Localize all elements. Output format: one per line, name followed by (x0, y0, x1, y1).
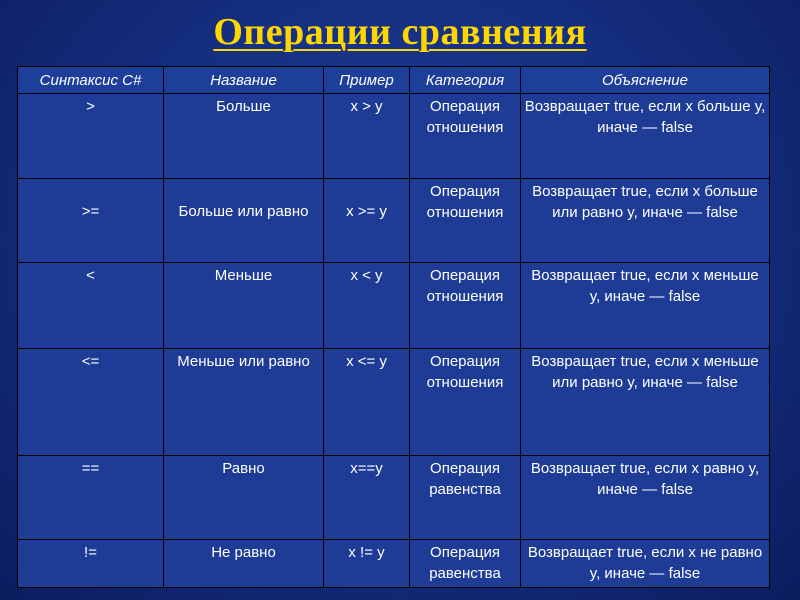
cell-category: Операция равенства (410, 540, 521, 588)
cell-syntax: == (18, 456, 164, 540)
table-row (18, 540, 770, 588)
cell-explanation: Возвращает true, если x больше y, иначе — false (521, 94, 770, 179)
cell-name: Больше (164, 94, 324, 179)
cell-example: x <= y (324, 349, 410, 456)
header-example: Пример (324, 67, 410, 94)
cell-name: Меньше или равно (164, 349, 324, 456)
slide-title: Операции сравнения (213, 11, 587, 53)
header-category: Категория (410, 67, 521, 94)
header-explanation: Объяснение (521, 67, 770, 94)
cell-category: Операция отношения (410, 94, 521, 179)
cell-explanation: Возвращает true, если x меньше или равно y, иначе — false (521, 349, 770, 456)
cell-example: x > y (324, 94, 410, 179)
cell-name: Больше или равно (164, 179, 324, 263)
table-row (18, 263, 770, 349)
cell-example: x >= y (324, 179, 410, 263)
cell-explanation: Возвращает true, если x не равно y, иначе — false (521, 540, 770, 588)
cell-syntax: <= (18, 349, 164, 456)
cell-name: Не равно (164, 540, 324, 588)
table-header-row (18, 67, 770, 94)
table-row (18, 94, 770, 179)
table-row (18, 179, 770, 263)
cell-example: x < y (324, 263, 410, 349)
cell-syntax: > (18, 94, 164, 179)
cell-name: Меньше (164, 263, 324, 349)
comparison-operators-table (17, 66, 770, 588)
cell-category: Операция отношения (410, 349, 521, 456)
cell-syntax: < (18, 263, 164, 349)
table-row (18, 456, 770, 540)
cell-syntax: != (18, 540, 164, 588)
cell-example: x==y (324, 456, 410, 540)
header-syntax: Синтаксис C# (18, 67, 164, 94)
cell-example: x != y (324, 540, 410, 588)
header-name: Название (164, 67, 324, 94)
cell-category: Операция отношения (410, 179, 521, 263)
cell-name: Равно (164, 456, 324, 540)
cell-explanation: Возвращает true, если x меньше y, иначе — false (521, 263, 770, 349)
cell-explanation: Возвращает true, если x равно y, иначе — false (521, 456, 770, 540)
cell-category: Операция отношения (410, 263, 521, 349)
cell-explanation: Возвращает true, если x больше или равно y, иначе — false (521, 179, 770, 263)
cell-category: Операция равенства (410, 456, 521, 540)
table-row (18, 349, 770, 456)
cell-syntax: >= (18, 179, 164, 263)
